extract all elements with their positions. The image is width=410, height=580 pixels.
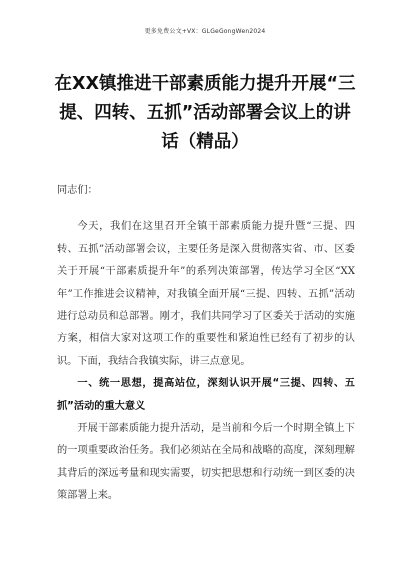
document-title: 在XX镇推进干部素质能力提升开展“三提、四转、五抓”活动部署会议上的讲话（精品） xyxy=(54,74,356,152)
intro-paragraph: 今天，我们在这里召开全镇干部素质能力提升暨“三提、四转、五抓”活动部署会议，主要任务是深入贯彻落实省、市、区委关于开展“干部素质提升年”的系列决策部署，传达学习全区“XX年”工作推进会议精神，对我镇全面开展“三提、四转、五抓”活动进行总动员和总部署。刚才，我们共同学习了区委关于活动的实施方案，相信大家对这项工作的重要性和紧迫性已经有了初步的认识。下面，我结合我镇实际，讲三点意见。 xyxy=(57,221,355,367)
document-body xyxy=(57,180,355,508)
watermark-text: 更多免费公文+VX：GLGeGongWen2024 xyxy=(144,28,266,35)
section-heading: 一、统一思想，提高站位，深刻认识开展“三提、四转、五抓”活动的重大意义 xyxy=(57,378,355,412)
section-paragraph: 开展干部素质能力提升活动，是当前和今后一个时期全镇上下的一项重要政治任务。我们必须站在全局和战略的高度，深刻理解其背后的深远考量和现实需要，切实把思想和行动统一到区委的决策部署上来。 xyxy=(57,423,355,502)
salutation: 同志们： xyxy=(57,185,98,196)
